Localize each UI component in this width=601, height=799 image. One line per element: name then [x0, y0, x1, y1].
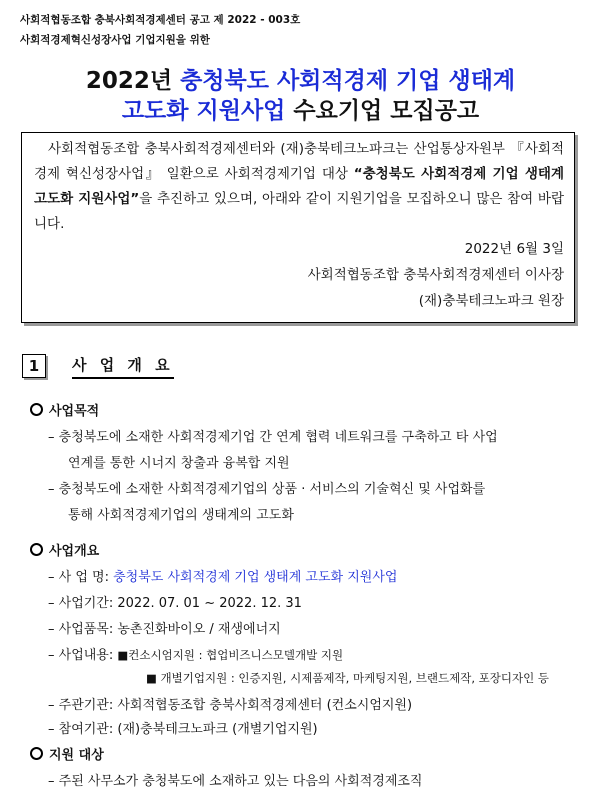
overview-heading: 사업개요 — [30, 540, 99, 559]
project-content: – 사업내용: ■컨소시엄지원 : 협업비즈니스모델개발 지원 — [48, 648, 344, 663]
notice-date: 2022년 6월 3일 — [464, 241, 564, 257]
circle-bullet-icon — [30, 403, 43, 416]
purpose-item-1: – 충청북도에 소재한 사회적경제기업 간 연계 협력 네트워크를 구축하고 타 사업 — [48, 430, 498, 445]
purpose-item-2-cont: 통해 사회적경제기업의 생태계의 고도화 — [68, 508, 294, 523]
target-heading: 지원 대상 — [30, 744, 104, 763]
purpose-item-1-cont: 연계를 통한 시너지 창출과 융복합 지원 — [68, 456, 290, 471]
page-title-line2: 고도화 지원사업 수요기업 모집공고 — [121, 98, 480, 124]
signer-technopark: (재)충북테크노파크 원장 — [418, 293, 564, 309]
target-item-1: – 주된 사무소가 충청북도에 소재하고 있는 다음의 사회적경제조직 — [48, 774, 423, 789]
notice-subheader: 사회적경제혁신성장사업 기업지원을 위한 — [20, 34, 210, 46]
circle-bullet-icon — [30, 543, 43, 556]
intro-box — [21, 132, 575, 323]
project-organizer: – 주관기관: 사회적협동조합 충북사회적경제센터 (컨소시엄지원) — [48, 698, 413, 713]
section-number: 1 — [22, 354, 46, 378]
section-title: 사 업 개 요 — [72, 354, 174, 379]
notice-number: 사회적협동조합 충북사회적경제센터 공고 제 2022 - 003호 — [20, 14, 301, 26]
page-title-line1: 2022년 충청북도 사회적경제 기업 생태계 — [85, 68, 516, 94]
intro-paragraph: 사회적협동조합 충북사회적경제센터와 (재)충북테크노파크는 산업통상자원부 『사회적경제 혁신성장사업』 일환으로 사회적경제기업 대상 “충청북도 사회적경제 기업 생태계 고도화 지원사업”을 추진하고 있으며, 아래와 같이 지원기업을 모집하오니 많은 참여 바랍니다. — [34, 141, 564, 232]
signer-center: 사회적협동조합 충북사회적경제센터 이사장 — [307, 267, 564, 283]
project-participant: – 참여기관: (재)충북테크노파크 (개별기업지원) — [48, 722, 318, 737]
purpose-heading: 사업목적 — [30, 400, 99, 419]
project-name: – 사 업 명: 충청북도 사회적경제 기업 생태계 고도화 지원사업 — [48, 570, 398, 585]
project-period: – 사업기간: 2022. 07. 01 ~ 2022. 12. 31 — [48, 596, 302, 611]
project-items: – 사업품목: 농촌진화바이오 / 재생에너지 — [48, 622, 281, 637]
purpose-item-2: – 충청북도에 소재한 사회적경제기업의 상품 · 서비스의 기술혁신 및 사업화를 — [48, 482, 486, 497]
project-content-2: ■ 개별기업지원 : 인증지원, 시제품제작, 마케팅지원, 브랜드제작, 포장디자인 등 — [146, 671, 549, 685]
circle-bullet-icon — [30, 747, 43, 760]
